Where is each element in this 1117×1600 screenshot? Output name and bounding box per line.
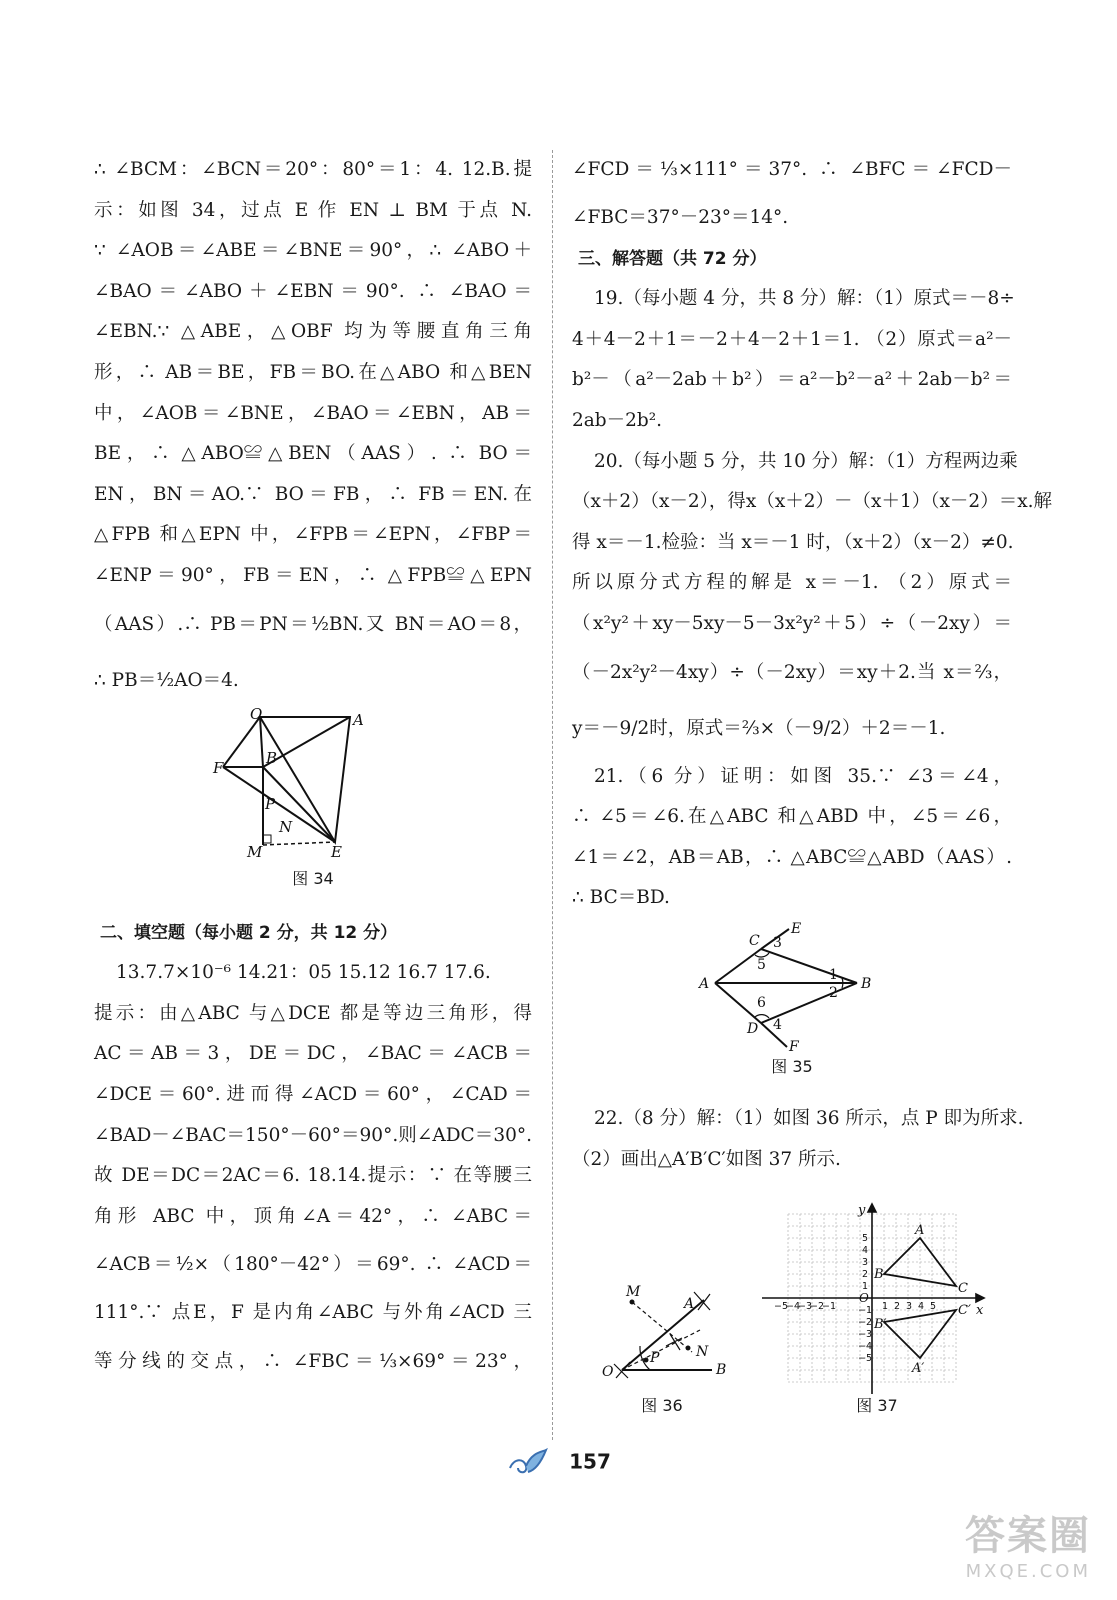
section-3-heading: 三、解答题（共 72 分） <box>578 248 767 269</box>
segment-ac <box>715 949 761 983</box>
label-angle-6: 6 <box>757 994 766 1011</box>
label-y: y <box>858 1203 866 1219</box>
point-p <box>644 1358 649 1363</box>
angle-arc-6 <box>755 1015 769 1018</box>
text-line: EN，BN＝AO.∵ BO＝FB，∴ FB＝EN.在 <box>94 483 532 505</box>
label-E: E <box>331 842 342 861</box>
figure-row <box>572 1180 1012 1416</box>
watermark-url: MXQE.COM <box>965 1561 1091 1582</box>
svg-text:−4: −4 <box>858 1341 873 1353</box>
segment-ad <box>715 983 761 1023</box>
label-N: N <box>696 1344 709 1361</box>
text-line: △FPB 和△EPN 中，∠FPB＝∠EPN，∠FBP＝ <box>94 524 532 546</box>
text-line: 20.（每小题 5 分，共 10 分）解：（1）方程两边乘 <box>594 450 1018 472</box>
text-line: （2）画出△A′B′C′如图 37 所示. <box>572 1148 841 1170</box>
svg-text:2: 2 <box>894 1301 901 1313</box>
text-line: 22.（8 分）解：（1）如图 36 所示，点 P 即为所求. <box>594 1107 1024 1129</box>
label-A: A <box>699 975 710 992</box>
label-B-prime: B′ <box>874 1317 887 1333</box>
triangle-aoe <box>260 717 350 842</box>
label-C-prime: C′ <box>958 1303 971 1319</box>
text-line: ∠FBC＝37°－23°＝14°. <box>572 207 789 228</box>
label-A: A <box>353 710 364 729</box>
label-O: O <box>602 1364 614 1381</box>
svg-text:5: 5 <box>862 1233 869 1245</box>
label-angle-5: 5 <box>757 956 766 973</box>
label-N: N <box>279 817 293 836</box>
right-column <box>572 150 1053 1416</box>
text-line: 故 DE＝DC＝2AC＝6. 18.14.提示：∵ 在等腰三 <box>94 1165 532 1187</box>
watermark-title: 答案圈 <box>965 1513 1091 1559</box>
segment-me-dashed <box>263 842 335 845</box>
text-line: ∴ ∠BCM：∠BCN＝20°：80°＝1：4. 12.B.提 <box>94 159 532 180</box>
segment-fo <box>223 717 260 767</box>
svg-text:5: 5 <box>930 1301 937 1313</box>
label-B: B <box>716 1362 727 1379</box>
label-A: A <box>684 1296 695 1313</box>
text-line-fraction: （AAS）.∴ PB＝PN＝½BN.又 BN＝AO＝8， <box>94 613 532 635</box>
text-line-fraction: 等分线的交点，∴ ∠FBC＝⅓×69°＝23°， <box>94 1350 532 1372</box>
svg-text:−1: −1 <box>858 1305 873 1317</box>
text-line: 角形 ABC 中，顶角∠A＝42°，∴ ∠ABC＝ <box>94 1205 532 1227</box>
text-line-fraction: （－2x²y²－4xy）÷（－2xy）＝xy＋2.当 x＝⅔， <box>572 661 1012 683</box>
figure-36 <box>592 1270 732 1390</box>
text-line: 13.7.7×10⁻⁶ 14.21：05 15.12 16.7 17.6. <box>116 962 491 984</box>
column-divider <box>552 150 553 1440</box>
text-line: （x＋2）（x－2），得x（x＋2）－（x＋1）（x－2）＝x.解 <box>572 491 1053 513</box>
text-line: 111°.∵ 点E，F 是内角∠ABC 与外角∠ACD 三 <box>94 1302 532 1324</box>
svg-text:−4: −4 <box>786 1301 801 1313</box>
label-B: B <box>861 975 872 992</box>
text-line: （x²y²＋xy－5xy－5－3x²y²＋5）÷（－2xy）＝ <box>572 612 1012 634</box>
label-F: F <box>789 1038 799 1055</box>
label-A-prime: A′ <box>912 1361 925 1377</box>
figure-35 <box>697 920 887 1055</box>
text-line: 所以原分式方程的解是 x＝－1. （2）原式＝ <box>572 572 1012 594</box>
label-D: D <box>747 1020 759 1037</box>
section-2-heading: 二、填空题（每小题 2 分，共 12 分） <box>100 922 398 943</box>
label-angle-4: 4 <box>773 1016 782 1033</box>
svg-text:2: 2 <box>862 1269 869 1281</box>
label-M: M <box>247 842 263 861</box>
label-angle-2: 2 <box>829 984 838 1001</box>
text-line: 中，∠AOB＝∠BNE，∠BAO＝∠EBN，AB＝ <box>94 402 532 424</box>
construction-cross-n <box>666 1334 682 1350</box>
label-E: E <box>791 920 802 937</box>
segment-mn-dashed <box>632 1302 692 1352</box>
text-line: 21.（6 分）证明：如图 35.∵ ∠3＝∠4， <box>594 765 1012 787</box>
text-line-fraction: y＝－9/2时，原式＝⅔×（－9/2）＋2＝－1. <box>572 717 946 739</box>
label-P: P <box>265 794 276 813</box>
label-origin: O <box>859 1291 869 1306</box>
text-line: AC＝AB＝3，DE＝DC，∠BAC＝∠ACB＝ <box>94 1043 532 1065</box>
figure-37-caption: 图 37 <box>856 1396 898 1416</box>
text-line: ∠ENP＝90°，FB＝EN，∴ △FPB≌△EPN <box>94 564 532 586</box>
svg-text:3: 3 <box>862 1257 869 1269</box>
figure-35-caption: 图 35 <box>771 1056 813 1076</box>
label-M: M <box>626 1284 641 1301</box>
text-line-fraction: ∴ PB＝½AO＝4. <box>94 669 239 691</box>
point-n <box>686 1346 691 1351</box>
svg-text:−5: −5 <box>858 1353 873 1365</box>
label-x: x <box>976 1303 984 1319</box>
svg-text:−5: −5 <box>774 1301 789 1313</box>
label-B: B <box>266 748 278 767</box>
figure-34 <box>213 704 413 867</box>
label-C: C <box>749 932 760 949</box>
text-line: ∠BAD－∠BAC＝150°－60°＝90°.则∠ADC＝30°. <box>94 1124 532 1146</box>
swirl-ornament-icon <box>506 1448 550 1478</box>
page-number: 157 <box>569 1449 611 1474</box>
text-line: 4＋4－2＋1＝－2＋4－2＋1＝1. （2）原式＝a²－ <box>572 328 1012 350</box>
left-column <box>94 150 532 1390</box>
label-O: O <box>250 704 263 723</box>
segment-ob <box>260 717 263 767</box>
figure-34-caption: 图 34 <box>292 868 334 888</box>
y-axis-arrow <box>868 1204 876 1212</box>
svg-text:−3: −3 <box>858 1329 873 1341</box>
figure-36-caption: 图 36 <box>641 1396 683 1416</box>
x-axis-arrow <box>976 1294 984 1302</box>
svg-text:1: 1 <box>862 1281 869 1293</box>
watermark-logo <box>965 1504 1091 1582</box>
svg-text:1: 1 <box>882 1301 889 1313</box>
point-m <box>630 1300 635 1305</box>
label-angle-3: 3 <box>773 934 782 951</box>
text-line: b²－（a²－2ab＋b²）＝a²－b²－a²＋2ab－b²＝ <box>572 369 1012 391</box>
svg-text:4: 4 <box>862 1245 869 1257</box>
text-line: 19.（每小题 4 分，共 8 分）解：（1）原式＝－8÷ <box>594 288 1015 310</box>
right-angle-mark <box>263 835 271 843</box>
text-line: ∠BAO＝∠ABO＋∠EBN＝90°. ∴ ∠BAO＝ <box>94 280 532 302</box>
text-line: 形，∴ AB＝BE，FB＝BO.在△ABO 和△BEN <box>94 361 532 383</box>
svg-text:3: 3 <box>906 1301 913 1313</box>
label-A: A <box>915 1223 925 1239</box>
label-C: C <box>958 1281 968 1297</box>
text-line: ∴ ∠5＝∠6.在△ABC 和△ABD 中，∠5＝∠6， <box>572 806 1012 828</box>
text-line-fraction: ∠FCD＝⅓×111°＝37°. ∴ ∠BFC＝∠FCD－ <box>572 159 1012 180</box>
text-line: ∴ BC＝BD. <box>572 887 670 909</box>
svg-text:−1: −1 <box>822 1301 837 1313</box>
label-B: B <box>874 1267 884 1283</box>
text-line: BE，∴ △ABO≌△BEN（AAS）. ∴ BO＝ <box>94 443 532 465</box>
text-line: 得 x＝－1.检验：当 x＝－1 时，（x＋2）（x－2）≠0. <box>572 531 1014 553</box>
figure-37 <box>762 1204 992 1394</box>
text-line: 示：如图 34，过点 E 作 EN ⊥ BM 于点 N. <box>94 199 532 221</box>
label-F: F <box>213 758 224 777</box>
text-line: 提示：由△ABC 与△DCE 都是等边三角形，得 <box>94 1002 532 1024</box>
svg-text:4: 4 <box>918 1301 925 1313</box>
text-line-fraction: ∠ACB＝½×（180°－42°）＝69°. ∴ ∠ACD＝ <box>94 1254 532 1276</box>
page-footer <box>0 1448 1117 1478</box>
text-line: 2ab－2b². <box>572 409 663 431</box>
label-P: P <box>650 1350 660 1367</box>
text-line: ∵ ∠AOB＝∠ABE＝∠BNE＝90°，∴ ∠ABO＋ <box>94 240 532 262</box>
svg-text:−2: −2 <box>810 1301 825 1313</box>
text-line: ∠1＝∠2，AB＝AB，∴ △ABC≌△ABD（AAS）. <box>572 846 1012 868</box>
text-line: ∠DCE＝60°.进而得∠ACD＝60°，∠CAD＝ <box>94 1083 532 1105</box>
svg-text:−2: −2 <box>858 1317 873 1329</box>
svg-text:−3: −3 <box>798 1301 813 1313</box>
label-angle-1: 1 <box>829 966 838 983</box>
text-line: ∠EBN.∵ △ABE，△OBF 均为等腰直角三角 <box>94 321 532 343</box>
